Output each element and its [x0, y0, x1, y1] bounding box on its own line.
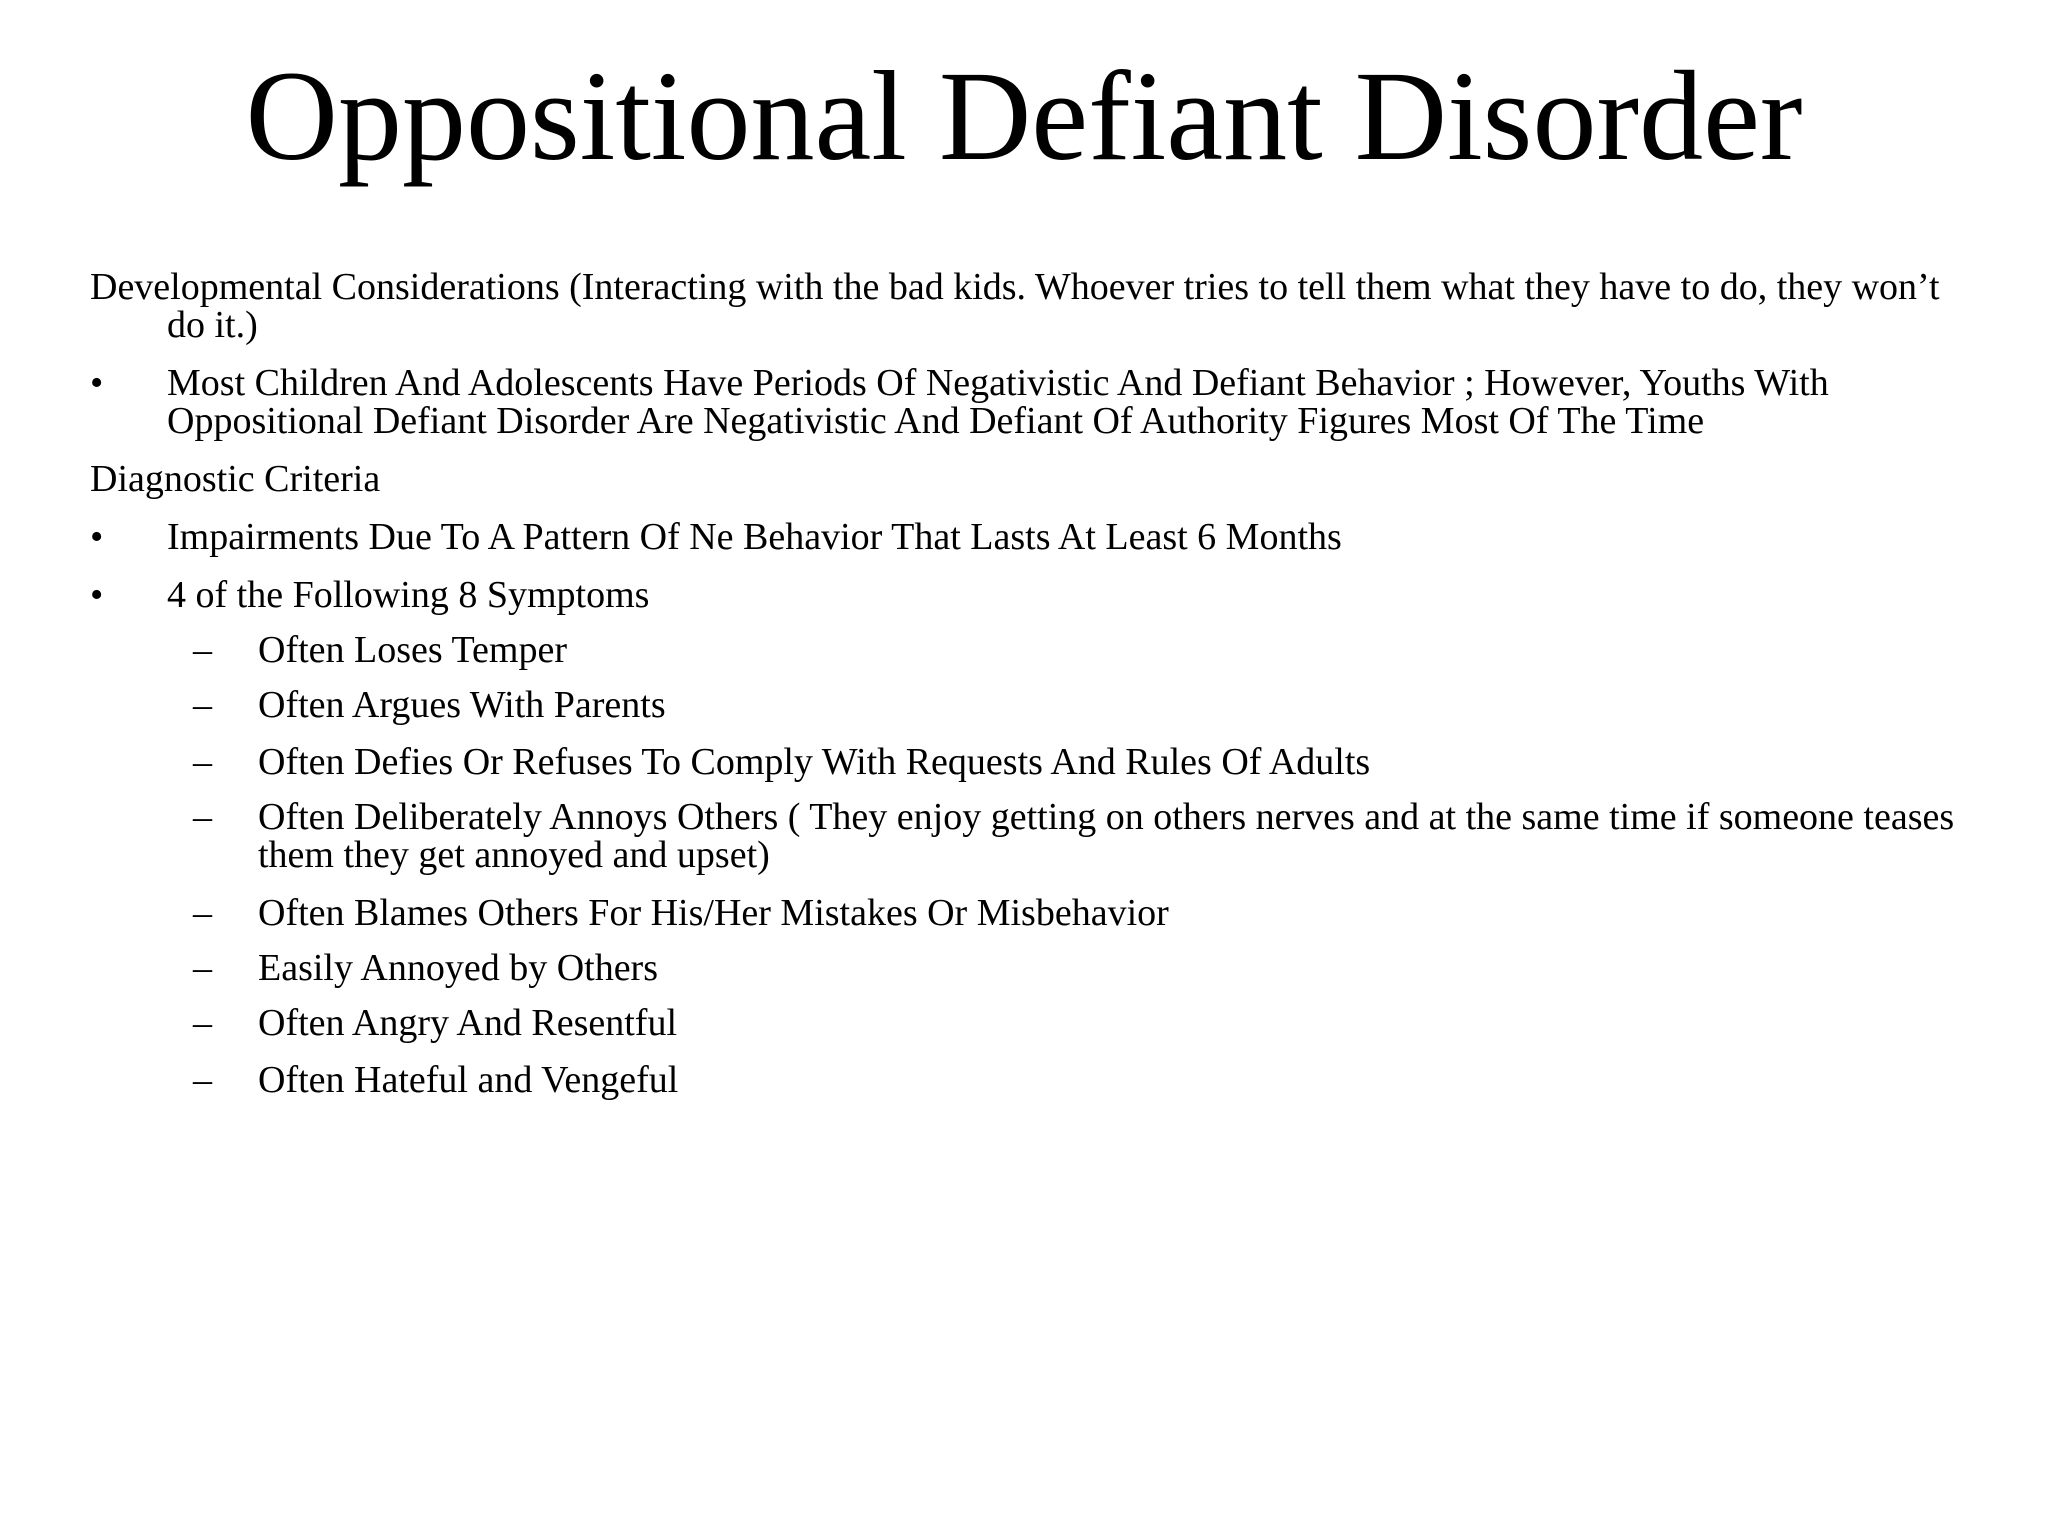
dash-marker: –	[193, 684, 212, 726]
bullet-marker: •	[90, 574, 104, 616]
list-item	[90, 743, 1970, 781]
dash-marker: –	[193, 629, 212, 671]
dash-marker: –	[193, 1002, 212, 1044]
list-item-text: Impairments Due To A Pattern Of Ne Behavior That Lasts At Least 6 Months	[167, 516, 1342, 558]
dash-marker: –	[193, 741, 212, 783]
list-item	[90, 576, 1970, 614]
list-item	[90, 686, 1970, 724]
list-item	[90, 518, 1970, 556]
dash-marker: –	[193, 947, 212, 989]
bullet-marker: •	[90, 516, 104, 558]
list-item-text: Often Argues With Parents	[258, 684, 666, 726]
list-item	[90, 268, 1970, 344]
list-item-text: Easily Annoyed by Others	[258, 947, 659, 989]
list-item-text: 4 of the Following 8 Symptoms	[167, 574, 650, 616]
list-item	[90, 798, 1970, 874]
list-item	[90, 460, 1970, 498]
list-item-text: Diagnostic Criteria	[90, 458, 381, 500]
slide-title: Oppositional Defiant Disorder	[245, 45, 1803, 187]
list-item	[90, 1004, 1970, 1042]
list-item-text: Often Blames Others For His/Her Mistakes Or Misbehavior	[258, 892, 1169, 934]
dash-marker: –	[193, 892, 212, 934]
dash-marker: –	[193, 1059, 212, 1101]
list-item-text: Often Loses Temper	[258, 629, 567, 671]
list-item-text: Often Angry And Resentful	[258, 1002, 678, 1044]
list-item-text: Often Hateful and Vengeful	[258, 1059, 679, 1101]
list-item-text: Often Deliberately Annoys Others ( They enjoy getting on others nerves and at the same time if someone teases them they get annoyed and upset)	[258, 796, 1955, 876]
list-item	[90, 1061, 1970, 1099]
list-item	[90, 364, 1970, 440]
list-item-text: Most Children And Adolescents Have Periods Of Negativistic And Defiant Behavior ; However, Youths With Oppositional Defiant Disorder Are Negativistic And Defiant Of Authority Figures Most Of The Time	[167, 362, 1829, 442]
slide-body	[90, 268, 1970, 1099]
list-item	[90, 894, 1970, 932]
list-item-text: Often Defies Or Refuses To Comply With Requests And Rules Of Adults	[258, 741, 1371, 783]
list-item	[90, 949, 1970, 987]
list-item-text: Developmental Considerations (Interacting with the bad kids. Whoever tries to tell them what they have to do, they won’t do it.)	[90, 266, 1940, 346]
bullet-marker: •	[90, 362, 104, 404]
dash-marker: –	[193, 796, 212, 838]
list-item	[90, 631, 1970, 669]
